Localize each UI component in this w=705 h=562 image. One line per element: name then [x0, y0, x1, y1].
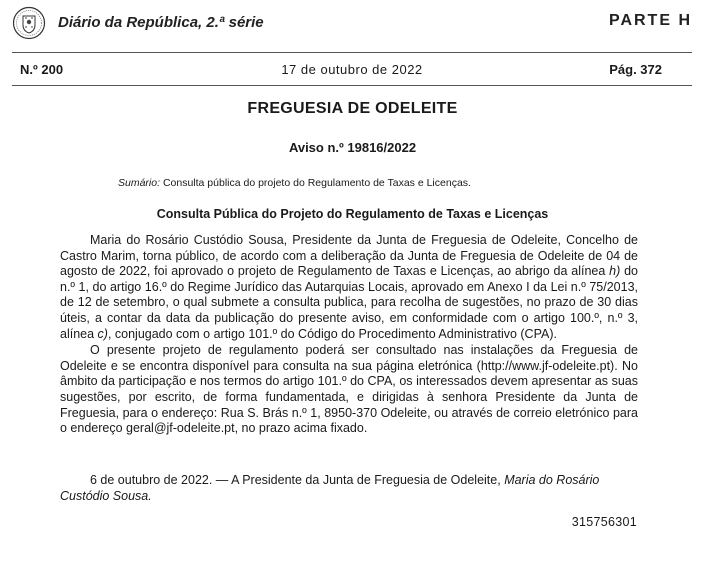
summary — [118, 177, 638, 189]
body-text: , conjugado com o artigo 101.º do Código do Procedimento Administrativo (CPA). — [107, 326, 557, 341]
issue-number: N.º 200 — [20, 62, 64, 77]
entity-title: FREGUESIA DE ODELEITE — [247, 100, 458, 117]
signoff — [60, 473, 638, 504]
body-paragraph-1 — [60, 233, 638, 342]
body-text-italic: c) — [97, 326, 108, 341]
journal-title: Diário da República, 2.ª série — [58, 14, 264, 31]
reference-number: 315756301 — [571, 515, 637, 529]
body-text: Maria do Rosário Custódio Sousa, Presidente da Junta de Freguesia de Odeleite, Concelho de Castro Marim, torna público, de acordo com a deliberação da Junta de Freguesia de Odeleite de 04 de agosto de 2022, foi aprovado o projeto de Regulamento de Taxas e Licenças, ao abrigo da alínea — [60, 233, 638, 279]
part-label: PARTE H — [608, 12, 692, 29]
summary-label: Sumário: — [118, 177, 161, 189]
summary-text: Consulta pública do projeto do Regulamento de Taxas e Licenças. — [162, 177, 471, 189]
signatory-name: Maria do Rosário Custódio Sousa. — [60, 473, 600, 503]
notice-number: Aviso n.º 19816/2022 — [288, 140, 417, 155]
body-paragraph-2: O presente projeto de regulamento poderá ser consultado nas instalações da Freguesia de Odeleite e se encontra disponível para consulta na sua página eletrónica (http://www.jf-odeleite.pt). No âmbito da participação e nos termos do artigo 101.º do CPA, os interessados devem apresentar as suas sugestões, por escrito, de forma fundamentada, e dirigidas à senhora Presidente da Junta de Freguesia, para o endereço: Rua S. Brás n.º 1, 8950-370 Odeleite, ou através de correio eletrónico para o endereço geral@jf-odeleite.pt, no prazo acima fixado. — [60, 343, 638, 436]
issue-meta-row — [12, 60, 692, 80]
body-text: do n.º 1, do artigo 16.º do Regime Jurídico das Autarquias Locais, aprovado em Anexo I da Lei n.º 75/2013, de 12 de setembro, o qual submete a consulta publica, para recolha de sugestões, no prazo de 30 dias úteis, a contar da data da publicação do presente aviso, em conformidade com o artigo 100.º, n.º 3, alínea — [60, 264, 638, 341]
body-text-italic: h) — [609, 264, 621, 279]
signoff-text: 6 de outubro de 2022. — A Presidente da Junta de Freguesia de Odeleite, — [90, 473, 505, 487]
header-divider-top — [12, 52, 692, 53]
issue-date: 17 de outubro de 2022 — [281, 62, 423, 77]
document-heading: Consulta Pública do Projeto do Regulamento de Taxas e Licenças — [156, 207, 549, 221]
header-divider-bottom — [12, 85, 692, 86]
page-header — [12, 6, 692, 44]
republic-seal-icon — [12, 6, 46, 40]
page-number: Pág. 372 — [609, 62, 662, 77]
notice-body — [60, 233, 638, 437]
